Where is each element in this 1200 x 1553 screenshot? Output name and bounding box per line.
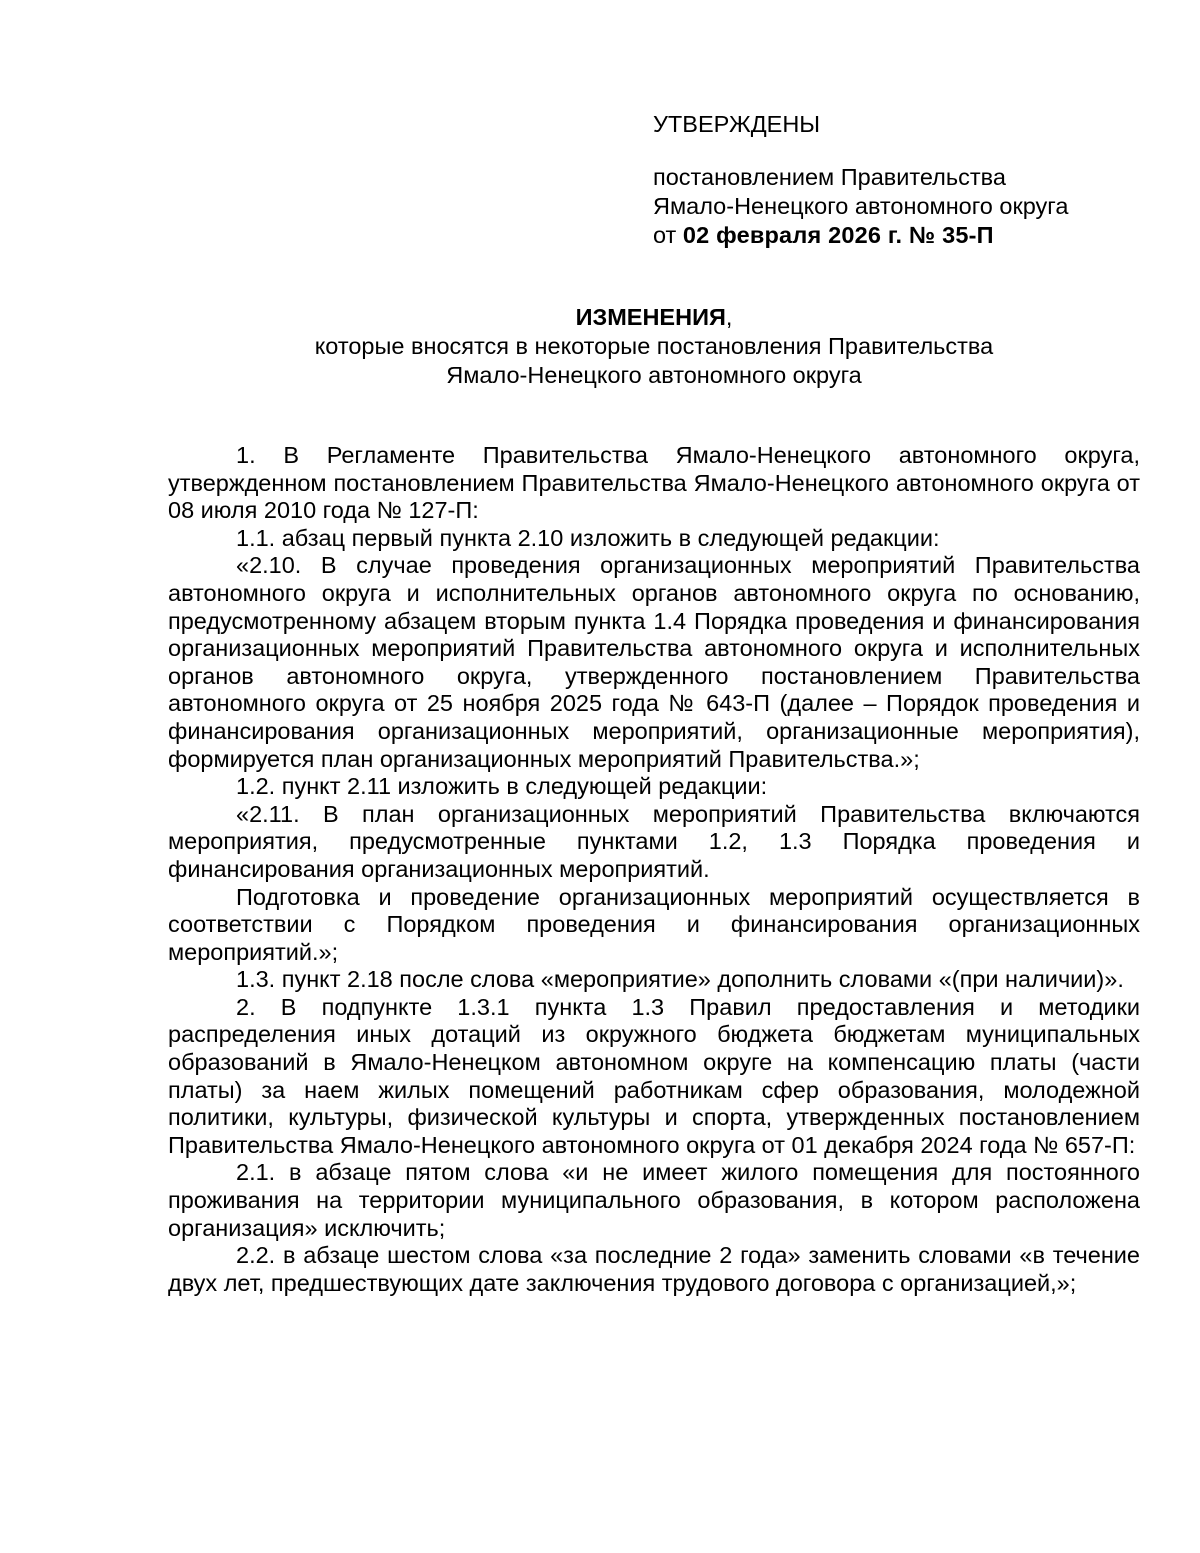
paragraph: «2.10. В случае проведения организационных мероприятий Правительства автономного округа и исполнительных органов автономного округа по основанию, предусмотренному абзацем вторым пункта 1.4 Порядка проведения и финансирования организационных мероприятий Правительства автономного округа и исполнительных органов автономного округа, утвержденного постановлением Правительства автономного округа от 25 ноября 2025 года № 643-П (далее – Порядок проведения и финансирования организационных мероприятий, организационные мероприятия), формируется план организационных мероприятий Правительства.»; bbox=[168, 552, 1140, 772]
approved-label: УТВЕРЖДЕНЫ bbox=[653, 111, 821, 137]
paragraph: 1.2. пункт 2.11 изложить в следующей редакции: bbox=[236, 773, 768, 800]
approval-line-region: Ямало-Ненецкого автономного округа bbox=[653, 193, 1069, 219]
approval-block bbox=[653, 110, 1173, 250]
paragraph: 2.2. в абзаце шестом слова «за последние 2 года» заменить словами «в течение двух лет, предшествующих дате заключения трудового договора с организацией,»; bbox=[168, 1242, 1140, 1296]
paragraph: 2. В подпункте 1.3.1 пункта 1.3 Правил предоставления и методики распределения иных дотаций из окружного бюджета бюджетам муниципальных образований в Ямало-Ненецком автономном округе на компенсацию платы (части платы) за наем жилых помещений работникам сфер образования, молодежной политики, культуры, физической культуры и спорта, утвержденных постановлением Правительства Ямало-Ненецкого автономного округа от 01 декабря 2024 года № 657-П: bbox=[168, 993, 1140, 1158]
approval-date-prefix: от bbox=[653, 222, 677, 248]
paragraph: «2.11. В план организационных мероприятий Правительства включаются мероприятия, предусмотренные пунктами 1.2, 1.3 Порядка проведения и финансирования организационных мероприятий. bbox=[168, 800, 1140, 882]
document-heading bbox=[168, 303, 1140, 390]
paragraph: 1.3. пункт 2.18 после слова «мероприятие» дополнить словами «(при наличии)». bbox=[236, 966, 1124, 993]
heading-title: ИЗМЕНЕНИЯ bbox=[575, 304, 726, 330]
approval-date-line bbox=[653, 221, 1173, 250]
paragraph: Подготовка и проведение организационных мероприятий осуществляется в соответствии с Порядком проведения и финансирования организационных мероприятий.»; bbox=[168, 883, 1140, 965]
document-body bbox=[168, 442, 1140, 1297]
paragraph: 2.1. в абзаце пятом слова «и не имеет жилого помещения для постоянного проживания на территории муниципального образования, в котором расположена организация» исключить; bbox=[168, 1159, 1140, 1241]
paragraph: 1. В Регламенте Правительства Ямало-Ненецкого автономного округа, утвержденном постановлением Правительства Ямало-Ненецкого автономного округа от 08 июля 2010 года № 127-П: bbox=[168, 442, 1140, 524]
approval-line-decree: постановлением Правительства bbox=[653, 164, 1006, 190]
heading-title-line bbox=[168, 303, 1140, 332]
heading-subtitle-line2: Ямало-Ненецкого автономного округа bbox=[446, 362, 862, 388]
heading-title-suffix: , bbox=[725, 304, 733, 330]
heading-subtitle-line1: которые вносятся в некоторые постановления Правительства bbox=[314, 333, 994, 359]
paragraph: 1.1. абзац первый пункта 2.10 изложить в следующей редакции: bbox=[236, 524, 940, 551]
approval-date-number: 02 февраля 2026 г. № 35-П bbox=[682, 222, 994, 248]
